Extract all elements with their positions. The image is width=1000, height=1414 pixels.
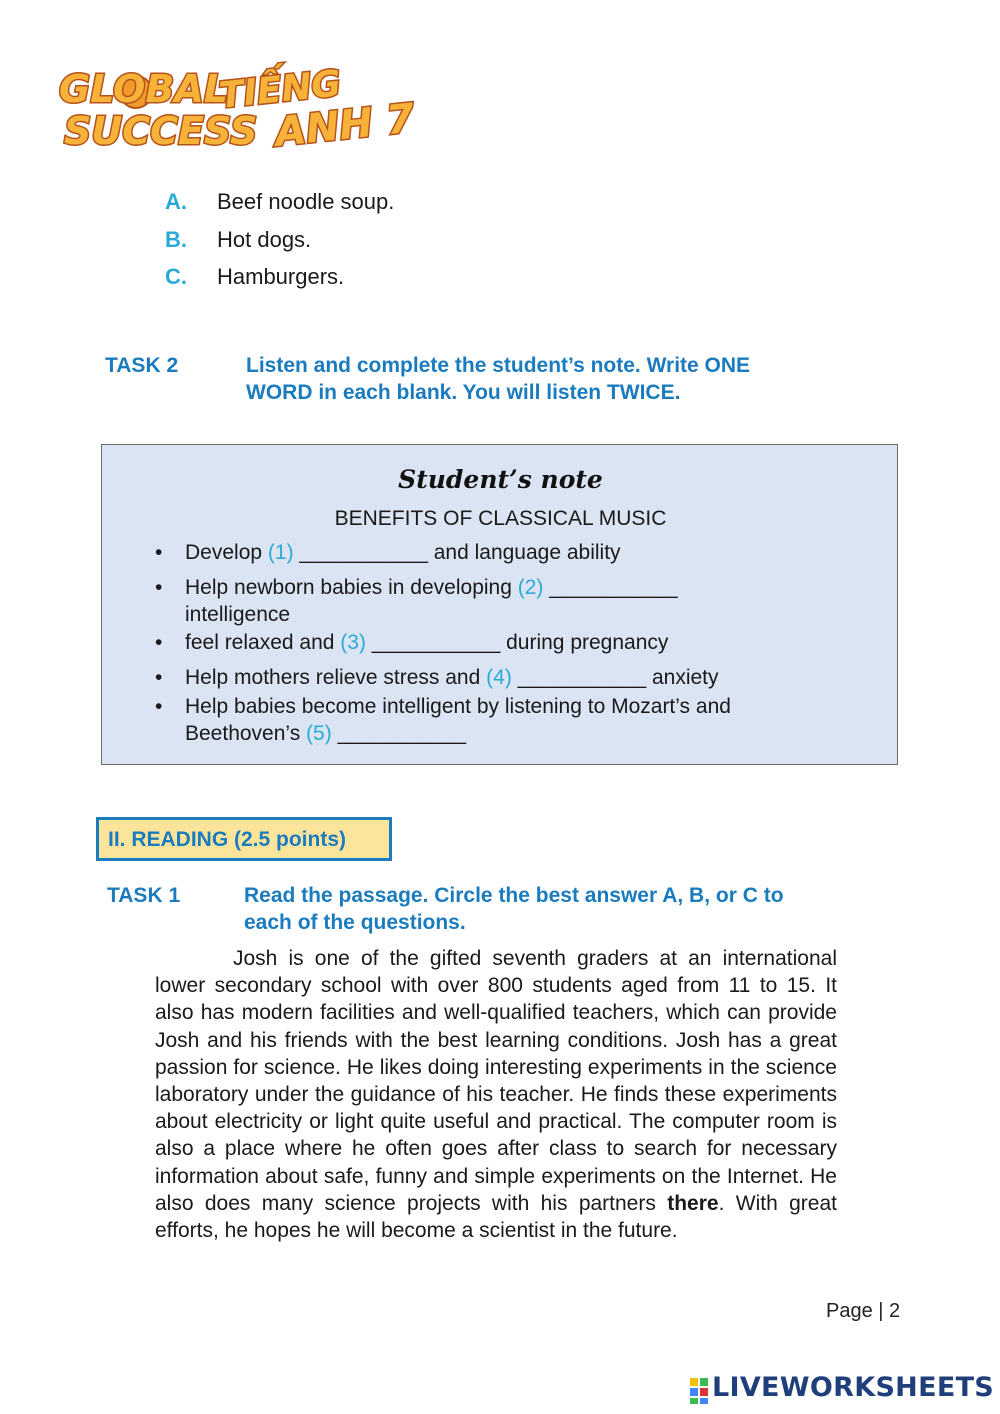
liveworksheets-text: LIVEWORKSHEETS [712,1372,995,1403]
option-a[interactable] [165,189,394,219]
item-text: during pregnancy [500,631,669,654]
tieng-anh-logo [214,58,434,158]
logo-brand-line1: GLOBAL [59,67,228,111]
passage-text: . With great efforts, he hopes he will become a scientist in the future. [155,1191,837,1243]
global-success-logo [56,58,258,158]
reading-section-title: II. READING (2.5 points) [96,817,392,861]
item-text: anxiety [646,666,719,689]
bullet-icon: • [155,541,163,564]
header-logo [56,58,436,158]
reading-task-label: TASK 1 [107,884,181,907]
item-text: Help babies become intelligent by listening to Mozart’s and [185,695,731,718]
blank-number: (3) [340,631,366,654]
reading-task-line1: Read the passage. Circle the best answer A, B, or C to [244,884,784,907]
blank-2[interactable]: ___________ [549,576,678,599]
blank-4[interactable]: ___________ [517,666,647,689]
option-text: Beef noodle soup. [217,189,395,214]
option-b[interactable] [165,227,311,257]
item-text: Help newborn babies in developing [185,576,518,599]
option-letter: A. [165,189,187,214]
passage-bold-word: there [667,1191,719,1215]
blank-number: (4) [486,666,512,689]
note-heading: BENEFITS OF CLASSICAL MUSIC [334,507,667,530]
option-text: Hamburgers. [217,264,345,289]
note-title: Student’s note [398,465,603,494]
item-text: feel relaxed and [185,631,341,654]
reading-passage [155,945,837,1244]
task2-line2: WORD in each blank. You will listen TWICE. [246,381,681,404]
item-text: Develop [185,541,268,564]
blank-5[interactable]: ___________ [337,722,467,745]
bullet-icon: • [155,576,163,599]
page-number: Page | 2 [826,1300,901,1322]
bullet-icon: • [155,666,163,689]
blank-number: (2) [517,576,544,599]
task2-instruction [246,352,886,406]
blank-1[interactable]: ___________ [299,541,428,564]
reading-task-line2: each of the questions. [244,911,466,934]
student-note-box [101,444,898,765]
option-letter: C. [165,264,187,289]
bullet-icon: • [155,631,163,654]
passage-text: Josh is one of the gifted seventh graders at an international lower secondary school with over 800 students aged from 11 to 15. It also has modern facilities and well-qualified teachers, which can provide Josh and his friends with the best learning conditions. Josh has a great passion for science. He likes doing interesting experiments in the science laboratory under the guidance of his teacher. He finds these experiments about electricity or light quite useful and practical. The computer room is also a place where he often goes after class to search for necessary information about safe, funny and simple experiments on the Internet. He also does many science projects with his partners [155,947,837,1215]
item-text: intelligence [185,603,291,626]
logo-title-line2: ANH 7 [272,95,417,156]
item-text: and language ability [427,541,621,564]
blank-number: (1) [267,541,294,564]
item-text: Beethoven’s [185,722,307,745]
blank-number: (5) [306,722,332,745]
option-c[interactable] [165,264,344,294]
bullet-icon: • [155,695,163,718]
logo-brand-line2: SUCCESS [64,109,258,153]
item-text: Help mothers relieve stress and [185,666,487,689]
logo-title-line1: TIẾNG [217,63,344,117]
blank-3[interactable]: ___________ [371,631,501,654]
reading-task-instruction [244,882,884,936]
option-text: Hot dogs. [217,227,312,252]
task2-label: TASK 2 [105,354,179,377]
task2-line1: Listen and complete the student’s note. Write ONE [246,354,751,377]
option-letter: B. [165,227,187,252]
